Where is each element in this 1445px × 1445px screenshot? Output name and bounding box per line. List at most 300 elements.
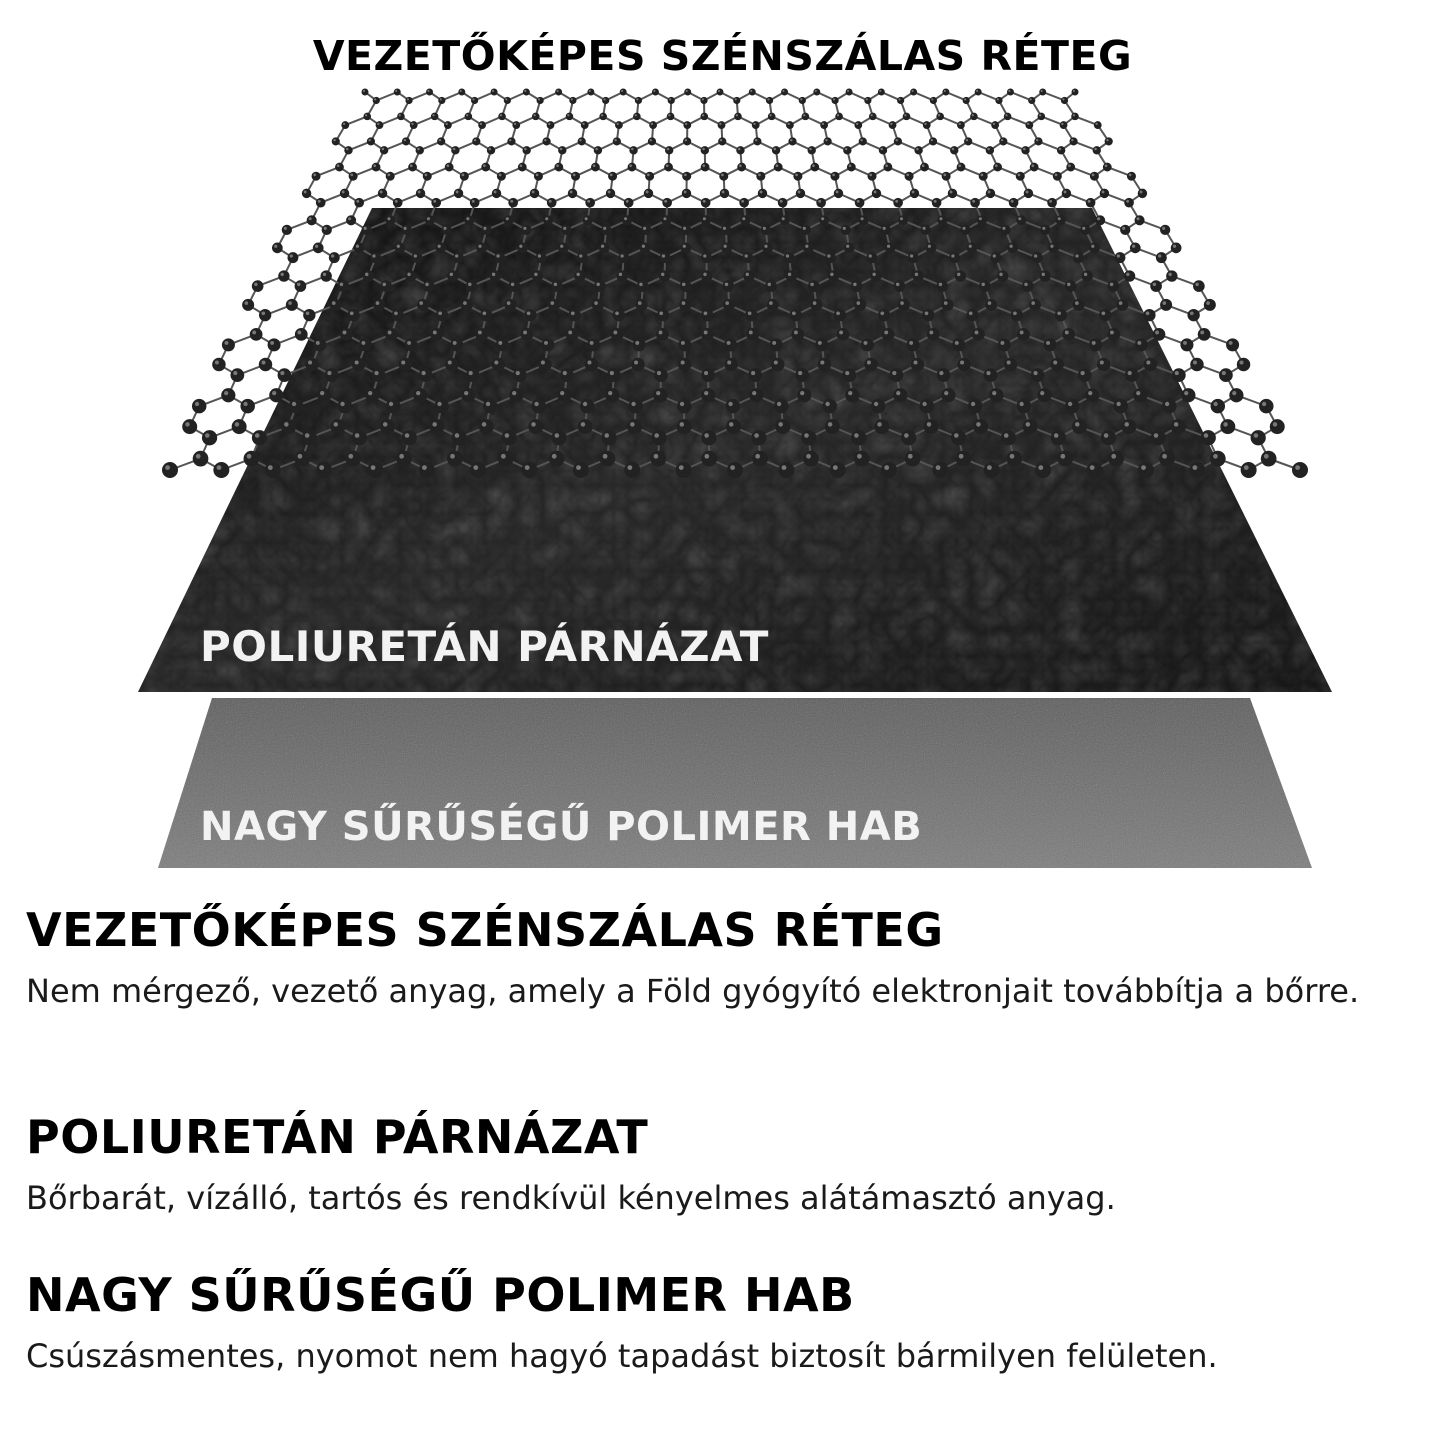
lattice-atom bbox=[701, 198, 711, 208]
lattice-atom bbox=[521, 328, 534, 341]
lattice-atom bbox=[701, 368, 715, 382]
lattice-atom bbox=[1044, 338, 1057, 351]
lattice-atom-highlight bbox=[1038, 465, 1043, 470]
lattice-atom-highlight bbox=[1105, 164, 1108, 167]
lattice-atom-highlight bbox=[196, 454, 201, 459]
lattice-atom bbox=[303, 309, 315, 321]
lattice-atom bbox=[392, 309, 404, 321]
lattice-atom bbox=[936, 113, 944, 121]
lattice-atom bbox=[624, 198, 634, 208]
lattice-atom bbox=[461, 388, 475, 402]
lattice-atom bbox=[662, 198, 672, 208]
lattice-atom bbox=[825, 252, 836, 263]
lattice-atom bbox=[810, 299, 822, 311]
lattice-atom bbox=[608, 172, 617, 181]
lattice-atom bbox=[615, 121, 623, 129]
lattice-atom-highlight bbox=[832, 173, 835, 176]
lattice-atom-highlight bbox=[596, 283, 599, 286]
lattice-atom bbox=[1138, 189, 1147, 198]
lattice-atom-highlight bbox=[527, 311, 531, 315]
lattice-atom bbox=[985, 299, 997, 311]
lattice-atom bbox=[1086, 198, 1096, 208]
lattice-atom bbox=[957, 163, 966, 172]
lattice-atom-highlight bbox=[656, 391, 660, 395]
lattice-atom bbox=[523, 89, 530, 96]
lattice-atom-highlight bbox=[1008, 90, 1010, 92]
lattice-atom bbox=[950, 146, 958, 154]
lattice-atom-highlight bbox=[969, 311, 973, 315]
lattice-atom-highlight bbox=[297, 331, 301, 335]
lattice-atom-highlight bbox=[630, 422, 635, 427]
lattice-atom-highlight bbox=[1088, 391, 1092, 395]
lattice-atom-highlight bbox=[1264, 454, 1269, 459]
lattice-atom bbox=[1073, 252, 1084, 263]
lattice-atom bbox=[897, 97, 904, 104]
lattice-atom bbox=[859, 215, 869, 225]
lattice-atom-highlight bbox=[1128, 371, 1132, 375]
lattice-atom-highlight bbox=[877, 422, 882, 427]
lattice-atom bbox=[466, 368, 480, 382]
lattice-atom-highlight bbox=[871, 114, 873, 116]
lattice-atom bbox=[594, 280, 606, 292]
lattice-atom bbox=[574, 270, 585, 281]
lattice-atom bbox=[1060, 121, 1068, 129]
lattice-atom bbox=[1171, 242, 1182, 253]
lattice-atom-highlight bbox=[959, 123, 961, 125]
lattice-atom-highlight bbox=[719, 123, 721, 125]
lattice-atom-highlight bbox=[1068, 402, 1072, 406]
lattice-atom-highlight bbox=[1190, 311, 1194, 315]
lattice-atom-highlight bbox=[803, 227, 806, 230]
lattice-atom-highlight bbox=[631, 148, 634, 151]
lattice-atom-highlight bbox=[962, 227, 965, 230]
lattice-atom bbox=[761, 225, 771, 235]
lattice-atom bbox=[677, 399, 691, 413]
lattice-atom bbox=[649, 121, 657, 129]
lattice-atom bbox=[600, 451, 616, 467]
lattice-atom-highlight bbox=[634, 360, 638, 364]
lattice-atom bbox=[602, 97, 609, 104]
lattice-atom bbox=[684, 89, 691, 96]
lattice-atom bbox=[494, 252, 505, 263]
lattice-atom bbox=[472, 137, 480, 145]
lattice-atom-highlight bbox=[356, 245, 359, 248]
lattice-atom-highlight bbox=[323, 273, 326, 276]
lattice-atom bbox=[618, 252, 629, 263]
lattice-atom bbox=[578, 419, 593, 434]
lattice-atom bbox=[1009, 198, 1019, 208]
lattice-atom bbox=[825, 419, 840, 434]
lattice-atom-highlight bbox=[839, 331, 843, 335]
lattice-atom bbox=[405, 97, 412, 104]
lattice-atom-highlight bbox=[981, 173, 984, 176]
lattice-atom bbox=[989, 388, 1003, 402]
lattice-atom-highlight bbox=[1168, 273, 1171, 276]
lattice-atom bbox=[620, 89, 627, 96]
lattice-atom-highlight bbox=[704, 454, 709, 459]
lattice-atom bbox=[831, 97, 838, 104]
lattice-atom-highlight bbox=[536, 173, 539, 176]
lattice-atom bbox=[815, 338, 828, 351]
lattice-atom-highlight bbox=[1146, 311, 1150, 315]
lattice-atom bbox=[454, 189, 463, 198]
lattice-atom-highlight bbox=[382, 148, 385, 151]
lattice-atom-highlight bbox=[666, 164, 669, 167]
lattice-atom-highlight bbox=[794, 331, 798, 335]
lattice-atom-highlight bbox=[374, 98, 376, 100]
lattice-atom bbox=[861, 338, 874, 351]
lattice-atom-highlight bbox=[768, 283, 771, 286]
lattice-atom-highlight bbox=[462, 173, 465, 176]
lattice-atom-highlight bbox=[376, 301, 380, 305]
lattice-atom bbox=[471, 97, 478, 104]
lattice-atom bbox=[470, 198, 480, 208]
lattice-atom bbox=[222, 338, 235, 351]
lattice-atom bbox=[881, 462, 897, 478]
lattice-atom bbox=[868, 172, 877, 181]
lattice-atom bbox=[362, 89, 369, 96]
lattice-atom bbox=[903, 113, 911, 121]
lattice-atom bbox=[1090, 172, 1099, 181]
lattice-atom bbox=[997, 270, 1008, 281]
lattice-atom-highlight bbox=[938, 114, 940, 116]
lattice-atom-highlight bbox=[739, 164, 742, 167]
lattice-atom bbox=[723, 299, 735, 311]
lattice-atom-highlight bbox=[867, 360, 871, 364]
lattice-atom bbox=[1051, 430, 1066, 445]
lattice-atom-highlight bbox=[388, 331, 392, 335]
lattice-atom bbox=[594, 146, 602, 154]
lattice-atom bbox=[932, 462, 948, 478]
lattice-atom bbox=[587, 338, 600, 351]
lattice-atom bbox=[775, 419, 790, 434]
lattice-atom bbox=[419, 462, 435, 478]
lattice-atom-highlight bbox=[510, 200, 513, 203]
lattice-atom bbox=[855, 198, 865, 208]
lattice-atom bbox=[890, 368, 904, 382]
lattice-atom-highlight bbox=[407, 341, 411, 345]
lattice-atom bbox=[955, 270, 966, 281]
lattice-atom-highlight bbox=[450, 273, 453, 276]
lattice-atom-highlight bbox=[416, 391, 420, 395]
lattice-atom bbox=[701, 146, 709, 154]
lattice-atom bbox=[991, 121, 999, 129]
lattice-atom-highlight bbox=[407, 98, 409, 100]
lattice-atom bbox=[808, 280, 820, 292]
lattice-atom bbox=[329, 252, 340, 263]
lattice-atom bbox=[885, 242, 896, 253]
lattice-atom bbox=[636, 299, 648, 311]
lattice-atom-highlight bbox=[280, 371, 284, 375]
lattice-atom bbox=[1035, 462, 1051, 478]
lattice-atom-highlight bbox=[579, 139, 581, 141]
lattice-atom-highlight bbox=[1068, 164, 1071, 167]
lattice-atom-highlight bbox=[340, 283, 343, 286]
lattice-atom-highlight bbox=[929, 331, 933, 335]
lattice-atom-highlight bbox=[364, 227, 367, 230]
lattice-atom-highlight bbox=[944, 90, 946, 92]
lattice-atom bbox=[884, 163, 893, 172]
lattice-atom-highlight bbox=[343, 123, 345, 125]
lattice-atom bbox=[1004, 113, 1012, 121]
lattice-atom bbox=[252, 280, 264, 292]
lattice-atom bbox=[914, 146, 922, 154]
lattice-atom bbox=[354, 242, 365, 253]
lattice-atom-highlight bbox=[498, 341, 502, 345]
lattice-atom bbox=[295, 328, 308, 341]
lattice-atom-highlight bbox=[1018, 173, 1021, 176]
lattice-atom-highlight bbox=[848, 391, 852, 395]
lattice-atom-highlight bbox=[909, 341, 913, 345]
lattice-atom-highlight bbox=[494, 191, 497, 194]
lattice-atom bbox=[1069, 137, 1077, 145]
lattice-atom-highlight bbox=[538, 254, 541, 257]
lattice-atom bbox=[1055, 309, 1067, 321]
lattice-atom bbox=[490, 270, 501, 281]
lattice-atom bbox=[722, 280, 734, 292]
lattice-atom-highlight bbox=[1129, 173, 1132, 176]
lattice-atom-highlight bbox=[778, 422, 783, 427]
lattice-atom-highlight bbox=[520, 164, 523, 167]
lattice-atom-highlight bbox=[549, 200, 552, 203]
lattice-atom bbox=[378, 189, 387, 198]
section-foam bbox=[26, 1270, 1416, 1379]
lattice-atom bbox=[1251, 430, 1266, 445]
lattice-atom bbox=[416, 146, 424, 154]
lattice-atom bbox=[803, 242, 814, 253]
lattice-atom bbox=[461, 299, 473, 311]
lattice-atom bbox=[1016, 172, 1025, 181]
lattice-atom-highlight bbox=[885, 164, 888, 167]
lattice-atom bbox=[412, 252, 423, 263]
lattice-atom-highlight bbox=[647, 173, 650, 176]
lattice-atom bbox=[1030, 163, 1039, 172]
lattice-atom bbox=[923, 121, 931, 129]
lattice-atom-highlight bbox=[1155, 331, 1159, 335]
lattice-atom-highlight bbox=[931, 139, 933, 141]
lattice-atom bbox=[450, 338, 463, 351]
lattice-atom-highlight bbox=[1024, 283, 1027, 286]
lattice-atom-highlight bbox=[581, 422, 586, 427]
lattice-atom-highlight bbox=[861, 217, 864, 220]
lattice-atom-highlight bbox=[417, 148, 420, 151]
lattice-atom bbox=[507, 137, 515, 145]
lattice-atom-highlight bbox=[343, 331, 347, 335]
lattice-atom-highlight bbox=[997, 98, 999, 100]
lattice-atom bbox=[613, 137, 621, 145]
section-carbon-heading: VEZETŐKÉPES SZÉNSZÁLAS RÉTEG bbox=[26, 903, 944, 957]
lattice-atom bbox=[1151, 430, 1166, 445]
lattice-atom-highlight bbox=[439, 139, 441, 141]
lattice-atom-highlight bbox=[704, 331, 708, 335]
lattice-atom bbox=[402, 137, 410, 145]
lattice-atom-highlight bbox=[908, 454, 913, 459]
lattice-atom bbox=[541, 338, 554, 351]
lattice-atom bbox=[554, 163, 563, 172]
lattice-atom bbox=[345, 451, 361, 467]
lattice-atom-highlight bbox=[619, 273, 622, 276]
lattice-atom bbox=[599, 113, 607, 121]
lattice-atom-highlight bbox=[320, 391, 324, 395]
lattice-atom bbox=[941, 388, 955, 402]
lattice-atom-highlight bbox=[879, 90, 881, 92]
lattice-atom bbox=[834, 189, 843, 198]
lattice-atom bbox=[746, 328, 759, 341]
lattice-atom-highlight bbox=[615, 311, 619, 315]
lattice-atom-highlight bbox=[680, 422, 685, 427]
lattice-atom-highlight bbox=[589, 90, 591, 92]
lattice-atom-highlight bbox=[407, 273, 410, 276]
lattice-atom-highlight bbox=[981, 283, 984, 286]
lattice-atom-highlight bbox=[525, 465, 530, 470]
lattice-atom-highlight bbox=[936, 465, 941, 470]
lattice-atom-highlight bbox=[519, 245, 522, 248]
lattice-atom-highlight bbox=[613, 331, 617, 335]
lattice-atom bbox=[367, 462, 383, 478]
lattice-atom bbox=[601, 225, 611, 235]
lattice-atom bbox=[363, 113, 371, 121]
lattice-atom-highlight bbox=[1082, 227, 1085, 230]
lattice-atom bbox=[665, 146, 673, 154]
lattice-atom bbox=[571, 172, 580, 181]
lattice-atom-highlight bbox=[987, 465, 992, 470]
lattice-atom-highlight bbox=[306, 311, 310, 315]
lattice-atom bbox=[842, 368, 856, 382]
lattice-atom bbox=[701, 388, 715, 402]
lattice-atom bbox=[818, 358, 831, 371]
lattice-atom bbox=[397, 113, 405, 121]
lattice-atom-highlight bbox=[922, 164, 925, 167]
lattice-atom-highlight bbox=[1153, 283, 1156, 286]
lattice-atom-highlight bbox=[763, 227, 766, 230]
lattice-atom-highlight bbox=[818, 200, 821, 203]
lattice-atom-highlight bbox=[440, 98, 442, 100]
lattice-atom-highlight bbox=[1165, 402, 1169, 406]
lattice-atom-highlight bbox=[534, 402, 538, 406]
lattice-atom-highlight bbox=[635, 114, 637, 116]
lattice-atom-highlight bbox=[986, 371, 990, 375]
lattice-atom-highlight bbox=[1026, 191, 1029, 194]
lattice-atom-highlight bbox=[1046, 341, 1050, 345]
lattice-atom-highlight bbox=[185, 422, 190, 427]
lattice-atom-highlight bbox=[534, 273, 537, 276]
lattice-atom-highlight bbox=[951, 254, 954, 257]
lattice-atom-highlight bbox=[742, 217, 745, 220]
lattice-atom bbox=[810, 163, 819, 172]
lattice-atom-highlight bbox=[1095, 123, 1097, 125]
lattice-atom-highlight bbox=[377, 123, 379, 125]
lattice-atom bbox=[542, 137, 550, 145]
lattice-atom-highlight bbox=[959, 454, 964, 459]
lattice-atom-highlight bbox=[1141, 465, 1146, 470]
lattice-atom bbox=[1028, 97, 1035, 104]
lattice-atom bbox=[790, 309, 802, 321]
lattice-atom-highlight bbox=[812, 164, 815, 167]
section-pu-text: Bőrbarát, vízálló, tartós és rendkívül kényelmes alátámasztó anyag. bbox=[26, 1178, 1116, 1217]
lattice-atom bbox=[551, 280, 563, 292]
lattice-atom bbox=[727, 462, 743, 478]
lattice-atom-highlight bbox=[874, 191, 877, 194]
lattice-atom bbox=[801, 430, 816, 445]
lattice-atom-highlight bbox=[313, 173, 316, 176]
lattice-atom-highlight bbox=[1244, 465, 1249, 470]
lattice-atom bbox=[417, 299, 429, 311]
lattice-atom-highlight bbox=[667, 148, 670, 151]
lattice-atom bbox=[753, 137, 761, 145]
lattice-atom-highlight bbox=[254, 283, 257, 286]
lattice-atom-highlight bbox=[887, 245, 890, 248]
lattice-atom-highlight bbox=[1001, 139, 1003, 141]
lattice-atom-highlight bbox=[992, 391, 996, 395]
lattice-atom bbox=[335, 163, 344, 172]
lattice-atom-highlight bbox=[704, 391, 708, 395]
lattice-atom-highlight bbox=[1075, 301, 1079, 305]
lattice-atom-highlight bbox=[798, 191, 801, 194]
lattice-atom-highlight bbox=[979, 217, 982, 220]
lattice-atom-highlight bbox=[836, 191, 839, 194]
lattice-atom bbox=[920, 399, 934, 413]
lattice-atom-highlight bbox=[419, 301, 423, 305]
lattice-atom-highlight bbox=[1064, 191, 1067, 194]
lattice-atom-highlight bbox=[703, 200, 706, 203]
lattice-atom bbox=[386, 172, 395, 181]
lattice-atom bbox=[653, 388, 667, 402]
lattice-atom-highlight bbox=[1071, 139, 1073, 141]
lattice-atom bbox=[681, 225, 691, 235]
lattice-atom-highlight bbox=[798, 371, 802, 375]
lattice-atom-highlight bbox=[642, 245, 645, 248]
lattice-atom bbox=[979, 172, 988, 181]
lattice-atom-highlight bbox=[348, 217, 351, 220]
lattice-atom-highlight bbox=[1295, 465, 1300, 470]
lattice-atom-highlight bbox=[505, 433, 510, 438]
lattice-atom-highlight bbox=[374, 371, 378, 375]
lattice-atom bbox=[734, 113, 742, 121]
lattice-atom bbox=[926, 242, 937, 253]
lattice-atom-highlight bbox=[1213, 454, 1218, 459]
lattice-atom bbox=[717, 89, 724, 96]
lattice-atom bbox=[1107, 328, 1120, 341]
lattice-atom bbox=[1082, 270, 1093, 281]
lattice-atom-highlight bbox=[679, 465, 684, 470]
section-pu bbox=[26, 1112, 1416, 1221]
lattice-atom bbox=[1144, 358, 1157, 371]
lattice-atom-highlight bbox=[833, 465, 838, 470]
lattice-atom-highlight bbox=[683, 245, 686, 248]
lattice-atom bbox=[305, 358, 318, 371]
lattice-atom bbox=[854, 299, 866, 311]
lattice-atom-highlight bbox=[654, 433, 659, 438]
lattice-atom bbox=[1143, 309, 1155, 321]
lattice-atom-highlight bbox=[704, 371, 708, 375]
lattice-atom bbox=[289, 399, 303, 413]
lattice-atom bbox=[701, 163, 710, 172]
lattice-atom-highlight bbox=[319, 465, 324, 470]
lattice-atom bbox=[465, 113, 473, 121]
lattice-atom-highlight bbox=[509, 139, 511, 141]
lattice-atom bbox=[870, 270, 881, 281]
lattice-atom-highlight bbox=[560, 148, 563, 151]
lattice-atom-highlight bbox=[399, 454, 404, 459]
lattice-atom bbox=[1023, 419, 1038, 434]
lattice-atom bbox=[380, 280, 392, 292]
lattice-atom-highlight bbox=[1059, 148, 1062, 151]
lattice-atom-highlight bbox=[1162, 227, 1165, 230]
lattice-atom-highlight bbox=[803, 114, 805, 116]
lattice-atom bbox=[816, 198, 826, 208]
lattice-atom bbox=[447, 451, 463, 467]
lattice-atom bbox=[561, 225, 571, 235]
